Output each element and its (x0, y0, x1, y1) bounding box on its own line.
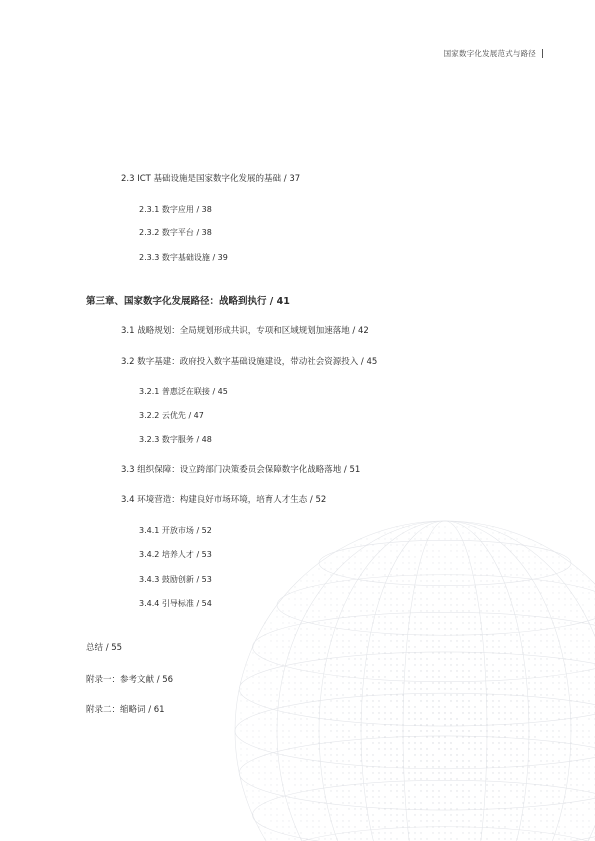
toc-entry[interactable]: 3.2.2 云优先 / 47 (139, 411, 204, 420)
toc-entry[interactable]: 3.2 数字基建：政府投入数字基础设施建设，带动社会资源投入 / 45 (121, 357, 378, 367)
toc-entry[interactable]: 3.4 环境营造：构建良好市场环境，培育人才生态 / 52 (121, 495, 327, 505)
toc-entry[interactable]: 2.3.3 数字基础设施 / 39 (139, 253, 228, 262)
toc-entry[interactable]: 3.3 组织保障：设立跨部门决策委员会保障数字化战略落地 / 51 (121, 465, 361, 475)
toc-entry[interactable]: 3.2.1 普惠泛在联接 / 45 (139, 387, 228, 396)
toc-entry[interactable]: 2.3.2 数字平台 / 38 (139, 228, 212, 237)
toc-entry[interactable]: 附录二：缩略词 / 61 (86, 705, 165, 715)
toc-entry[interactable]: 3.4.2 培养人才 / 53 (139, 550, 212, 559)
globe-watermark (215, 481, 595, 841)
toc-entry[interactable]: 2.3.1 数字应用 / 38 (139, 205, 212, 214)
toc-entry[interactable]: 3.4.3 鼓励创新 / 53 (139, 575, 212, 584)
toc-entry[interactable]: 3.4.1 开放市场 / 52 (139, 526, 212, 535)
running-header (444, 48, 543, 59)
toc-entry[interactable]: 3.1 战略规划：全局规划形成共识，专项和区域规划加速落地 / 42 (121, 326, 369, 336)
toc-entry[interactable]: 3.4.4 引导标准 / 54 (139, 599, 212, 608)
toc-entry[interactable]: 总结 / 55 (86, 643, 123, 653)
toc-chapter[interactable]: 第三章、国家数字化发展路径：战略到执行 / 41 (86, 296, 290, 307)
toc-entry[interactable]: 3.2.3 数字服务 / 48 (139, 435, 212, 444)
toc-entry[interactable]: 附录一：参考文献 / 56 (86, 675, 174, 685)
toc-entry[interactable]: 2.3 ICT 基础设施是国家数字化发展的基础 / 37 (121, 174, 301, 184)
header-title: 国家数字化发展范式与路径 (443, 49, 536, 58)
header-divider (542, 49, 543, 58)
